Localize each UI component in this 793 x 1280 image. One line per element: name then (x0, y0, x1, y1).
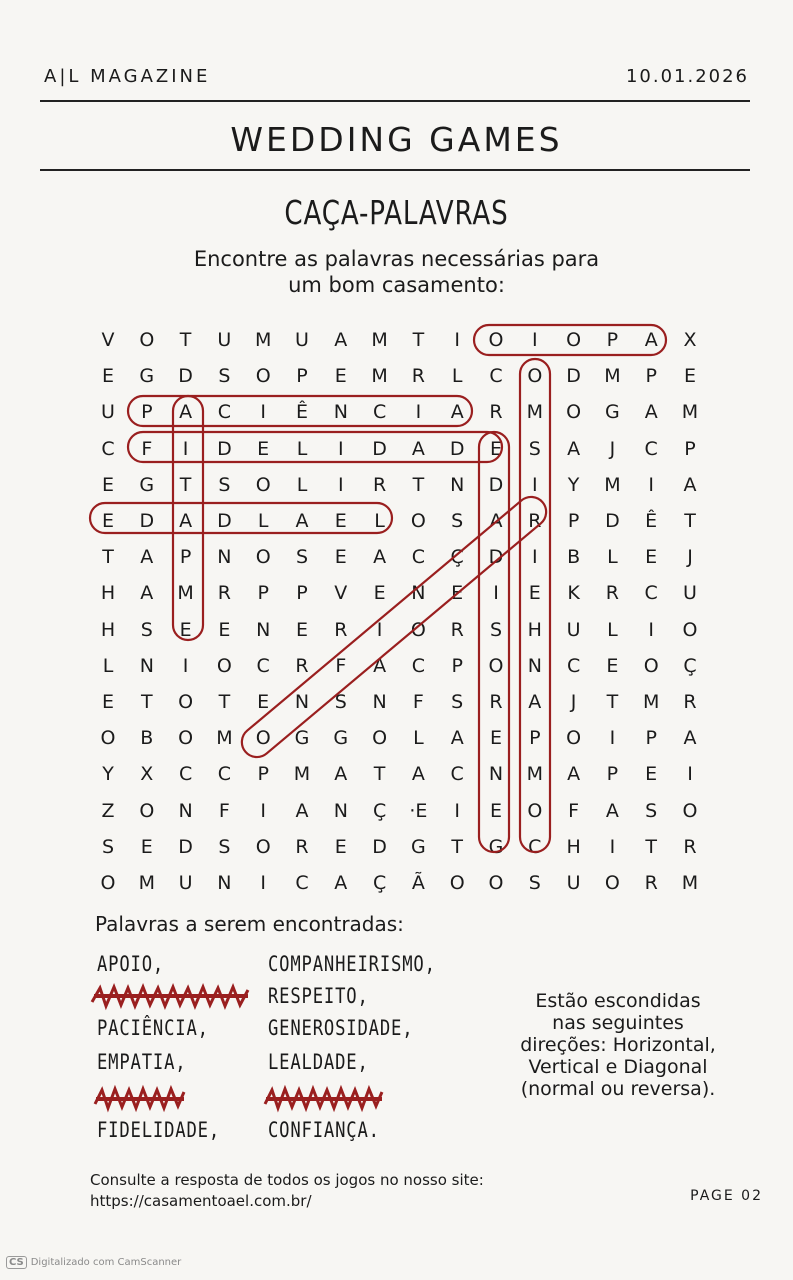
grid-letter: A (489, 510, 503, 532)
grid-letter: U (566, 872, 581, 894)
grid-letter: O (488, 654, 504, 677)
scanner-watermark (6, 1256, 181, 1269)
grid-letter: I (415, 401, 422, 424)
grid-letter: Ê (645, 510, 658, 532)
grid-letter: I (609, 727, 616, 750)
grid-letter: T (218, 691, 231, 713)
word-list-item: CONFIANÇA. (268, 1118, 380, 1142)
grid-letter: T (179, 329, 192, 351)
grid-letter: A (644, 401, 658, 424)
word-list-item: EMPATIA, (97, 1050, 187, 1074)
grid-letter: H (566, 835, 581, 858)
grid-letter: O (255, 727, 271, 750)
grid-letter: D (139, 510, 155, 532)
grid-letter: R (450, 618, 464, 641)
grid-letter: M (254, 329, 272, 351)
grid-letter: R (605, 582, 619, 605)
grid-letter: O (566, 329, 582, 351)
grid-letter: O (255, 546, 271, 569)
grid-letter: C (450, 763, 464, 786)
grid-letter: I (609, 835, 616, 858)
grid-letter: G (139, 365, 155, 388)
grid-letter: L (374, 510, 385, 532)
grid-letter: A (295, 510, 309, 532)
grid-letter: S (645, 799, 658, 822)
scanner-text: Digitalizado com CamScanner (30, 1257, 182, 1268)
grid-letter: C (489, 365, 503, 388)
grid-letter: P (257, 763, 269, 786)
crossed-out-word-scribble (92, 1084, 188, 1114)
grid-letter: S (451, 691, 464, 713)
grid-letter: E (645, 546, 658, 569)
grid-letter: I (260, 872, 266, 894)
grid-letter: U (217, 329, 232, 351)
grid-letter: E (645, 763, 658, 786)
camscanner-logo-icon: CS (6, 1256, 27, 1269)
puzzle-title: CAÇA-PALAVRAS (284, 193, 509, 232)
grid-letter: R (217, 582, 231, 605)
grid-letter: C (411, 654, 426, 677)
grid-letter: I (687, 763, 693, 786)
grid-letter: I (531, 546, 538, 569)
grid-letter: T (412, 329, 425, 351)
grid-letter: I (493, 582, 499, 605)
grid-letter: O (100, 872, 116, 894)
word-list-item: FIDELIDADE, (97, 1118, 221, 1142)
grid-letter: I (648, 618, 654, 641)
grid-letter: F (218, 799, 230, 822)
grid-letter: B (567, 546, 581, 569)
grid-letter: P (606, 329, 619, 351)
grid-letter: J (687, 546, 693, 569)
grid-letter: O (100, 727, 116, 750)
grid-letter: A (334, 329, 348, 351)
grid-letter: A (567, 763, 581, 786)
grid-letter: C (411, 546, 426, 569)
grid-letter: L (102, 654, 114, 677)
grid-letter: O (604, 872, 620, 894)
grid-letter: N (527, 654, 542, 677)
grid-letter: Ç (450, 546, 464, 569)
word-list-item: GENEROSIDADE, (268, 1016, 414, 1040)
note-line: direções: Horizontal, (520, 1034, 716, 1056)
grid-letter: E (528, 582, 541, 605)
crossed-out-word-scribble (88, 982, 256, 1012)
grid-letter: N (333, 401, 348, 424)
grid-letter: M (293, 763, 311, 786)
grid-letter: M (138, 872, 155, 894)
grid-letter: G (333, 727, 349, 750)
grid-letter: T (179, 473, 192, 496)
grid-letter: S (528, 437, 541, 460)
grid-letter: N (488, 763, 504, 786)
word-list-item: PACIÊNCIA, (97, 1016, 209, 1040)
grid-letter: I (182, 654, 189, 677)
grid-letter: Ê (295, 401, 308, 424)
grid-letter: L (607, 618, 618, 641)
grid-letter: E (334, 546, 347, 569)
grid-letter: M (642, 691, 660, 713)
grid-letter: C (295, 872, 309, 894)
grid-letter: T (451, 835, 463, 858)
grid-letter: E (606, 654, 619, 677)
grid-letter: A (179, 401, 193, 424)
grid-letter: U (101, 401, 115, 424)
grid-letter: C (217, 763, 232, 786)
grid-letter: A (605, 799, 619, 822)
grid-letter: A (411, 437, 425, 460)
grid-letter: N (372, 691, 387, 713)
grid-letter: O (216, 654, 232, 677)
grid-letter: C (256, 654, 270, 677)
grid-letter: E (101, 510, 114, 532)
answers-footer (90, 1170, 484, 1212)
grid-letter: I (531, 473, 538, 496)
grid-letter: A (411, 763, 425, 786)
grid-letter: C (217, 401, 232, 424)
grid-letter: P (257, 582, 269, 605)
grid-letter: E (334, 510, 347, 532)
grid-letter: I (260, 799, 266, 822)
grid-letter: H (100, 582, 116, 605)
grid-letter: A (567, 437, 581, 460)
grid-letter: G (488, 835, 504, 858)
grid-letter: E (451, 582, 464, 605)
grid-letter: G (139, 473, 155, 496)
note-line: (normal ou reversa). (520, 1078, 716, 1100)
grid-letter: C (528, 835, 542, 858)
grid-letter: L (607, 546, 618, 569)
grid-letter: P (684, 437, 696, 460)
grid-letter: U (295, 329, 309, 351)
instruction-line: um bom casamento: (288, 273, 505, 297)
grid-letter: T (645, 835, 657, 858)
grid-letter: L (257, 510, 269, 532)
grid-letter: R (295, 835, 309, 858)
grid-letter: E (373, 582, 386, 605)
grid-letter: D (488, 546, 504, 569)
footer-text: Consulte a resposta de todos os jogos no nosso site: (90, 1171, 484, 1189)
grid-letter: O (255, 835, 271, 858)
grid-letter: P (179, 546, 192, 569)
grid-letter: A (528, 691, 542, 713)
grid-letter: O (566, 727, 582, 750)
grid-letter: M (681, 401, 699, 424)
grid-letter: T (684, 510, 696, 532)
grid-letter: M (216, 727, 233, 750)
grid-letter: G (605, 401, 620, 424)
grid-letter: C (178, 763, 193, 786)
grid-letter: T (606, 691, 619, 713)
grid-letter: E (257, 437, 270, 460)
grid-letter: F (141, 437, 153, 460)
note-line: nas seguintes (552, 1012, 684, 1034)
grid-letter: I (182, 437, 189, 460)
grid-letter: P (451, 654, 463, 677)
grid-letter: C (566, 654, 581, 677)
grid-letter: J (570, 691, 577, 713)
grid-letter: E (140, 835, 153, 858)
grid-letter: P (606, 763, 619, 786)
word-list-item: APOIO, (97, 952, 165, 976)
grid-letter: A (140, 582, 154, 605)
note-line: Estão escondidas (535, 990, 701, 1012)
grid-letter: I (454, 329, 460, 351)
grid-letter: R (683, 835, 697, 858)
grid-letter: M (681, 872, 699, 894)
grid-letter: N (217, 546, 232, 569)
grid-letter: A (373, 654, 387, 677)
grid-letter: Ã (411, 872, 425, 894)
grid-letter: D (488, 473, 504, 496)
grid-letter: I (260, 401, 266, 424)
grid-letter: T (412, 473, 425, 496)
grid-letter: C (644, 582, 658, 605)
grid-letter: S (218, 473, 231, 496)
grid-letter: G (294, 727, 310, 750)
grid-letter: S (451, 510, 464, 532)
grid-letter: Ç (372, 872, 387, 894)
grid-letter: T (102, 546, 114, 569)
grid-letter: O (372, 727, 388, 750)
grid-letter: P (296, 582, 308, 605)
grid-letter: C (372, 401, 387, 424)
note-line: Vertical e Diagonal (528, 1056, 708, 1078)
grid-letter: Ç (683, 654, 697, 677)
grid-letter: R (295, 654, 309, 677)
grid-letter: D (178, 835, 193, 858)
grid-letter: C (644, 437, 658, 460)
grid-letter: R (489, 691, 503, 713)
grid-letter: C (101, 437, 115, 460)
grid-letter: N (294, 691, 310, 713)
grid-letter: A (450, 727, 464, 750)
grid-letter: M (177, 582, 194, 605)
grid-letter: N (450, 473, 465, 496)
word-list-item: COMPANHEIRISMO, (268, 952, 436, 976)
grid-letter: Z (101, 799, 115, 822)
grid-letter: N (333, 799, 348, 822)
grid-letter: O (139, 329, 155, 351)
grid-letter: O (178, 691, 194, 713)
grid-letter: P (141, 401, 153, 424)
grid-letter: V (101, 329, 115, 351)
grid-letter: O (410, 618, 426, 641)
grid-letter: A (295, 799, 309, 822)
grid-letter: A (334, 872, 348, 894)
grid-letter: S (334, 691, 347, 713)
grid-letter: E (489, 799, 502, 822)
grid-letter: N (256, 618, 271, 641)
grid-letter: A (334, 763, 348, 786)
grid-letter: E (295, 618, 308, 641)
grid-letter: O (682, 799, 698, 822)
grid-letter: I (531, 329, 538, 351)
grid-letter: D (605, 510, 620, 532)
grid-letter: G (411, 835, 426, 858)
grid-letter: P (645, 727, 657, 750)
grid-letter: E (683, 365, 696, 388)
grid-letter: U (683, 582, 697, 605)
grid-letter: E (489, 727, 502, 750)
grid-letter: K (567, 582, 580, 605)
grid-letter: A (179, 510, 193, 532)
grid-letter: M (604, 365, 621, 388)
grid-letter: O (178, 727, 194, 750)
grid-letter: O (682, 618, 698, 641)
grid-letter: A (644, 329, 658, 351)
crossed-out-word-scribble (262, 1084, 386, 1114)
directions-note (503, 990, 733, 1100)
grid-letter: H (100, 618, 116, 641)
grid-letter: P (296, 365, 308, 388)
grid-letter: S (101, 835, 115, 858)
grid-letter: V (334, 582, 348, 605)
grid-letter: I (337, 473, 344, 496)
section-headline: WEDDING GAMES (230, 120, 563, 159)
grid-letter: A (683, 473, 697, 496)
grid-letter: L (413, 727, 424, 750)
grid-letter: A (683, 727, 697, 750)
grid-letter: J (609, 437, 616, 460)
grid-letter: U (178, 872, 193, 894)
word-list-title: Palavras a serem encontradas: (95, 912, 404, 936)
grid-letter: L (451, 365, 463, 388)
grid-letter: D (372, 835, 387, 858)
grid-letter: O (527, 799, 543, 822)
grid-letter: A (450, 401, 464, 424)
grid-letter: A (140, 546, 154, 569)
grid-letter: M (526, 763, 543, 786)
grid-letter: I (337, 437, 344, 460)
grid-letter: H (527, 618, 542, 641)
grid-letter: Y (102, 763, 114, 786)
grid-letter: R (372, 473, 387, 496)
grid-letter: S (489, 618, 503, 641)
grid-letter: M (526, 401, 543, 424)
grid-letter: O (643, 654, 659, 677)
grid-letter: S (218, 365, 231, 388)
grid-letter: M (371, 329, 388, 351)
grid-letter: N (139, 654, 154, 677)
grid-letter: R (644, 872, 658, 894)
grid-letter: E (101, 473, 114, 496)
grid-letter: L (296, 437, 308, 460)
website-link[interactable]: https://casamentoael.com.br/ (90, 1192, 312, 1210)
grid-letter: F (335, 654, 347, 677)
grid-letter: I (648, 473, 654, 496)
grid-letter: P (529, 727, 541, 750)
grid-letter: N (217, 872, 232, 894)
grid-letter: D (449, 437, 465, 460)
grid-letter: O (449, 872, 465, 894)
grid-letter: L (296, 473, 308, 496)
grid-letter: E (101, 691, 114, 713)
grid-letter: I (454, 799, 460, 822)
grid-letter: F (412, 691, 424, 713)
grid-letter: X (140, 763, 154, 786)
grid-letter: E (218, 618, 231, 641)
grid-letter: S (295, 546, 309, 569)
instruction-line: Encontre as palavras necessárias para (193, 247, 600, 271)
grid-letter: B (140, 727, 154, 750)
grid-letter: M (371, 365, 388, 388)
grid-letter: D (217, 510, 232, 532)
grid-letter: S (218, 835, 231, 858)
grid-letter: N (411, 582, 426, 605)
grid-letter: O (566, 401, 582, 424)
grid-letter: E (489, 437, 502, 460)
grid-letter: R (411, 365, 425, 388)
grid-letter: O (255, 473, 271, 496)
grid-letter: D (372, 437, 387, 460)
grid-letter: O (488, 872, 504, 894)
grid-letter: D (217, 437, 232, 460)
grid-letter: R (334, 618, 348, 641)
grid-letter: I (376, 618, 383, 641)
grid-letter: T (373, 763, 386, 786)
grid-letter: Ç (372, 799, 387, 822)
grid-letter: T (140, 691, 153, 713)
grid-letter: O (255, 365, 271, 388)
grid-letter: R (489, 401, 503, 424)
grid-letter: O (488, 329, 504, 351)
grid-letter: F (568, 799, 580, 822)
grid-letter: N (178, 799, 193, 822)
grid-letter: R (528, 510, 542, 532)
grid-letter: U (566, 618, 581, 641)
page-number: PAGE 02 (690, 1188, 763, 1204)
grid-letter: X (683, 329, 697, 351)
grid-letter: O (139, 799, 155, 822)
grid-letter: M (604, 473, 621, 496)
grid-letter: E (101, 365, 114, 388)
magazine-name: A|L MAGAZINE (44, 66, 211, 87)
grid-letter: R (683, 691, 697, 713)
grid-letter: A (373, 546, 387, 569)
issue-date: 10.01.2026 (625, 66, 749, 87)
grid-letter: O (410, 510, 426, 532)
word-list-item: LEALDADE, (268, 1050, 369, 1074)
grid-letter: P (567, 510, 580, 532)
grid-letter: P (645, 365, 657, 388)
grid-letter: E (257, 691, 270, 713)
grid-letter: ·E (409, 799, 428, 822)
grid-letter: E (179, 618, 192, 641)
grid-letter: E (334, 835, 347, 858)
grid-letter: S (528, 872, 541, 894)
grid-letter: O (527, 365, 543, 388)
grid-letter: D (566, 365, 581, 388)
word-list-item: RESPEITO, (268, 984, 369, 1008)
grid-letter: D (178, 365, 193, 388)
grid-letter: S (140, 618, 153, 641)
grid-letter: Y (567, 473, 580, 496)
grid-letter: E (334, 365, 347, 388)
